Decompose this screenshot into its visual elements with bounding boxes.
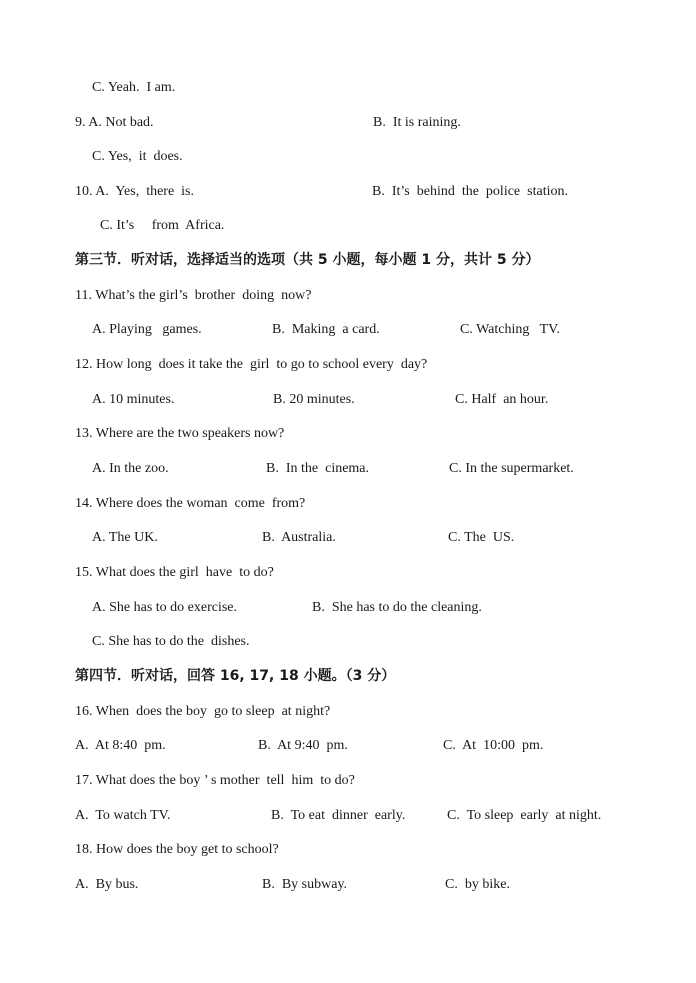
q16-stem: 16. When does the boy go to sleep at night?	[75, 704, 331, 719]
q11-option-a: A. Playing games.	[92, 322, 202, 337]
q13-stem: 13. Where are the two speakers now?	[75, 426, 285, 441]
q13-option-a: A. In the zoo.	[92, 461, 169, 476]
q16-option-c: C. At 10:00 pm.	[443, 738, 544, 753]
q18-option-b: B. By subway.	[262, 877, 348, 892]
q16-option-b: B. At 9:40 pm.	[258, 738, 348, 753]
q10-option-a: 10. A. Yes, there is.	[75, 184, 195, 199]
q13-option-c: C. In the supermarket.	[449, 461, 574, 476]
q12-option-a: A. 10 minutes.	[92, 392, 175, 407]
q11-stem: 11. What’s the girl’s brother doing now?	[75, 288, 312, 303]
q9-option-c: C. Yes, it does.	[92, 149, 183, 164]
section-3-heading: 第三节．听对话，选择适当的选项（共 5 小题，每小题 1 分，共计 5 分）	[75, 252, 540, 268]
section-4-heading: 第四节．听对话，回答 16, 17, 18 小题。（3 分）	[75, 668, 396, 684]
q17-option-b: B. To eat dinner early.	[271, 808, 406, 823]
q14-option-b: B. Australia.	[262, 530, 336, 545]
q14-option-c: C. The US.	[448, 530, 515, 545]
q10-option-b: B. It’s behind the police station.	[372, 184, 568, 199]
q14-option-a: A. The UK.	[92, 530, 158, 545]
q12-option-b: B. 20 minutes.	[273, 392, 355, 407]
q12-option-c: C. Half an hour.	[455, 392, 549, 407]
q15-stem: 15. What does the girl have to do?	[75, 565, 274, 580]
q17-option-c: C. To sleep early at night.	[447, 808, 602, 823]
q18-option-c: C. by bike.	[445, 877, 510, 892]
q15-option-a: A. She has to do exercise.	[92, 600, 238, 615]
q13-option-b: B. In the cinema.	[266, 461, 370, 476]
q8-option-c: C. Yeah. I am.	[92, 80, 176, 95]
q18-stem: 18. How does the boy get to school?	[75, 842, 279, 857]
q9-option-a: 9. A. Not bad.	[75, 115, 154, 130]
q18-option-a: A. By bus.	[75, 877, 139, 892]
q11-option-c: C. Watching TV.	[460, 322, 560, 337]
q11-option-b: B. Making a card.	[272, 322, 380, 337]
q12-stem: 12. How long does it take the girl to go to school every day?	[75, 357, 428, 372]
q15-option-c: C. She has to do the dishes.	[92, 634, 250, 649]
q17-option-a: A. To watch TV.	[75, 808, 171, 823]
q10-option-c: C. It’s from Africa.	[100, 218, 225, 233]
q9-option-b: B. It is raining.	[373, 115, 461, 130]
q15-option-b: B. She has to do the cleaning.	[312, 600, 482, 615]
q14-stem: 14. Where does the woman come from?	[75, 496, 306, 511]
q16-option-a: A. At 8:40 pm.	[75, 738, 166, 753]
q17-stem: 17. What does the boy ’ s mother tell him to do?	[75, 773, 355, 788]
